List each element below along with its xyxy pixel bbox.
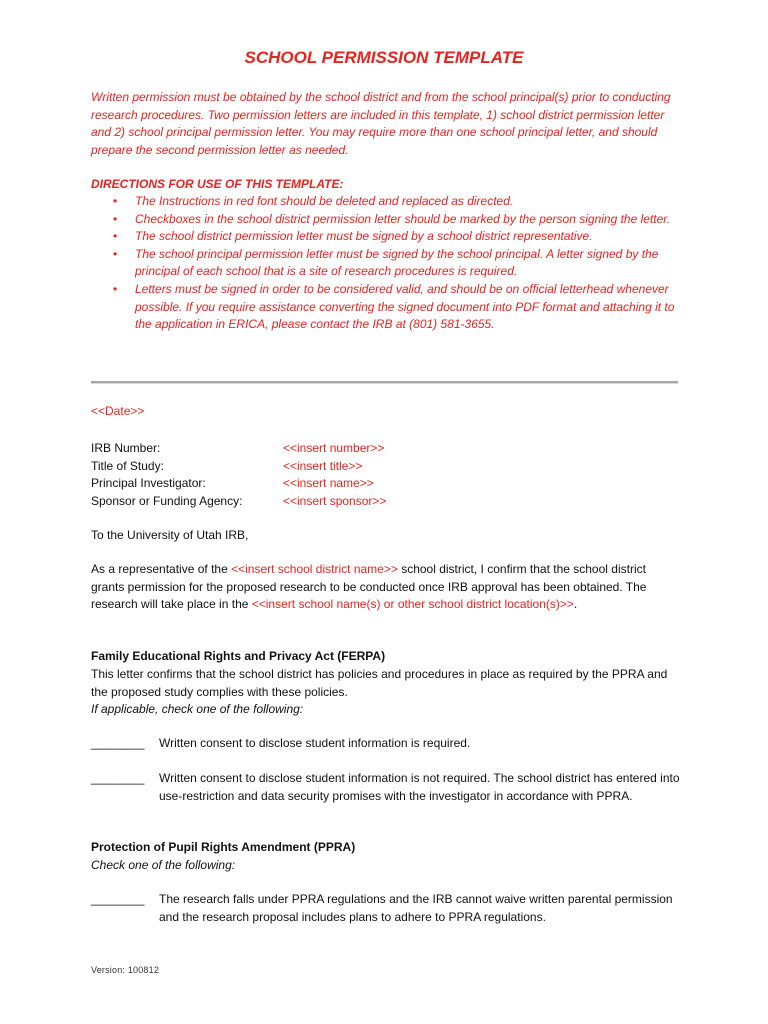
bullet-icon: • bbox=[113, 229, 118, 244]
field-sponsor bbox=[91, 493, 386, 511]
bullet-icon: • bbox=[113, 194, 118, 208]
field-label: IRB Number: bbox=[91, 441, 161, 455]
field-value: <<insert sponsor>> bbox=[283, 493, 387, 508]
option-text: Written consent to disclose student information is not required. The school district has entered into use-restriction and data security promises with the investigator in accordance with PPRA. bbox=[159, 771, 680, 803]
directions-item: • The school district permission letter must be signed by a school district representative. bbox=[91, 228, 676, 246]
field-value: <<insert number>> bbox=[283, 441, 385, 455]
field-title-of-study bbox=[91, 458, 386, 476]
location-placeholder: <<insert school name(s) or other school district location(s)>> bbox=[251, 597, 574, 612]
section-divider bbox=[91, 381, 678, 383]
field-value: <<insert name>> bbox=[283, 476, 374, 491]
intro-instructions: Written permission must be obtained by the school district and from the school principal(s) prior to conducting research procedures. Two permission letters are included in this template, 1) school district permission letter and 2) school principal permission letter. You may require more than one school principal letter, and should prepare the second permission letter as needed. bbox=[91, 90, 671, 157]
directions-item: • The school principal permission letter must be signed by the school principal. A letter signed by the principal of each school that is a site of research procedures is required. bbox=[113, 246, 659, 279]
check-blank[interactable]: ________ bbox=[91, 892, 145, 906]
field-label: Principal Investigator: bbox=[91, 476, 206, 491]
ferpa-option bbox=[91, 735, 681, 753]
field-irb-number bbox=[91, 440, 386, 458]
ferpa-instruction: If applicable, check one of the following: bbox=[91, 702, 304, 716]
representative-paragraph: As a representative of the <<insert school district name>> school district, I confirm that the school district grants permission for the proposed research to be conducted once IRB approval has been obtained. The research will take place in the <<insert school name(s) or other school district location(s)>>. bbox=[91, 562, 647, 612]
bullet-icon: • bbox=[113, 281, 118, 296]
field-value: <<insert title>> bbox=[283, 458, 363, 473]
directions-heading: DIRECTIONS FOR USE OF THIS TEMPLATE: bbox=[91, 177, 344, 191]
date-placeholder: <<Date>> bbox=[91, 404, 145, 418]
ppra-option bbox=[91, 891, 681, 926]
field-label: Title of Study: bbox=[91, 458, 164, 473]
check-blank[interactable]: ________ bbox=[91, 771, 145, 785]
directions-item: • Checkboxes in the school district permission letter should be marked by the person signing the letter. bbox=[91, 211, 676, 229]
option-text: The research falls under PPRA regulations and the IRB cannot waive written parental permission and the research proposal includes plans to adhere to PPRA regulations. bbox=[159, 892, 673, 924]
version-footer: Version: 100812 bbox=[91, 965, 160, 975]
study-info-fields bbox=[91, 440, 386, 510]
directions-list bbox=[91, 193, 676, 334]
ferpa-option bbox=[91, 770, 681, 805]
ppra-instruction: Check one of the following: bbox=[91, 858, 236, 872]
directions-item: • The Instructions in red font should be deleted and replaced as directed. bbox=[91, 193, 676, 211]
salutation: To the University of Utah IRB, bbox=[91, 528, 249, 542]
field-label: Sponsor or Funding Agency: bbox=[91, 493, 243, 508]
field-principal-investigator bbox=[91, 475, 386, 493]
ppra-heading: Protection of Pupil Rights Amendment (PPRA) bbox=[91, 840, 356, 854]
bullet-icon: • bbox=[113, 246, 118, 261]
document-title: SCHOOL PERMISSION TEMPLATE bbox=[244, 48, 524, 67]
ferpa-heading: Family Educational Rights and Privacy Act (FERPA) bbox=[91, 649, 386, 663]
option-text: Written consent to disclose student information is required. bbox=[159, 736, 471, 750]
ferpa-body: This letter confirms that the school district has policies and procedures in place as required by the PPRA and the proposed study complies with these policies. bbox=[91, 667, 668, 699]
bullet-icon: • bbox=[113, 211, 118, 226]
district-name-placeholder: <<insert school district name>> bbox=[231, 562, 398, 576]
check-blank[interactable]: ________ bbox=[91, 736, 145, 750]
directions-item: • Letters must be signed in order to be considered valid, and should be on official letterhead whenever possible. If you require assistance converting the signed document into PDF format and attaching it to the application in ERICA, please contact the IRB at (801) 581-3655. bbox=[113, 281, 675, 332]
